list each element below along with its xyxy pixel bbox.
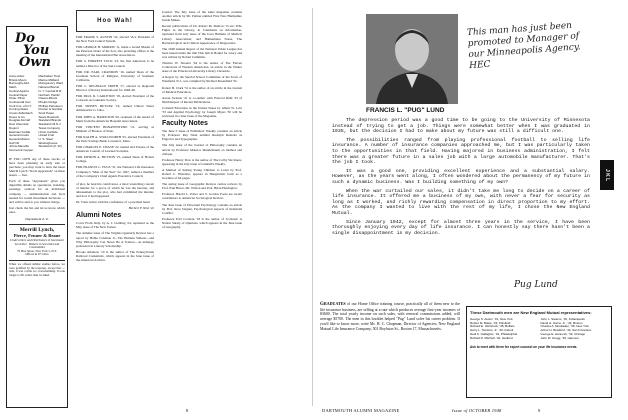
col3-f4: A Method of Setting Young Children to Learn by Prof. Robert C. Hazelton, appears in Hanganistic form as a brochure of 64 pages. bbox=[162, 167, 242, 181]
hoo-wah-item: FOR MYRON A. BUTTON '25, named Dean of Hobart College. bbox=[76, 155, 154, 164]
hoo-wah-item: FOR C. REGINALD SMITH '17, elected as Regional Director of Rotary International for 1948-49. bbox=[76, 83, 154, 93]
col3-f2: The July issue of the Journal of Philosophy contains an article by Professor Maurice Mandelbaum on method and critique. bbox=[162, 143, 242, 156]
representative-item: Richard E. Hitchcock, '38, Buffalo bbox=[470, 324, 515, 329]
stock-list-item: National Biscuit bbox=[38, 85, 60, 90]
stock-list-item: Standard Brands bbox=[38, 118, 62, 123]
stock-list-item: U. S. Steel bbox=[38, 136, 53, 141]
stock-list-item: Gulf Oil bbox=[9, 140, 20, 145]
col2-p1: of plot, he bent his contrivance, a most wrenching conceit of murder for a grove of which he was the heroine, and dénouement to the plot, who had committed the murder, and how it had happened. bbox=[76, 181, 154, 198]
handwritten-note: This man has just been promoted to Manager of our Minneapolis Agency. HEC bbox=[466, 20, 581, 72]
review-signature: Herbert F. West '22 bbox=[128, 206, 154, 211]
stock-list-item: Central Aguirre bbox=[9, 88, 30, 93]
ad-headline-line2: You bbox=[23, 43, 50, 58]
col3-f1: The June 5 issue of Publishers' Weekly contains an article by Professor Ray Nash entitled Rudolph Ruzicka as Engraver and Typographer. bbox=[162, 129, 242, 142]
representative-item: David H. Horne, Jr., '34, Boston bbox=[540, 320, 583, 325]
ad-headline-line1: Do bbox=[15, 31, 35, 46]
stock-list-item: Kennecott Copper bbox=[9, 148, 34, 153]
hoo-wah-item: FOR DR. EARL CRANDON '16, named Dean of the Graduate School of Religion, University of Southern California. bbox=[76, 69, 154, 82]
hoo-wah-banner bbox=[76, 10, 154, 32]
testimonial-letter bbox=[332, 118, 590, 239]
stock-list-item: Marine Midland bbox=[38, 77, 60, 82]
representative-item: John L. Stearns, '32, Indianapolis bbox=[540, 317, 585, 321]
handwritten-signature: Pug Lund bbox=[514, 280, 558, 290]
representative-item: Harry L. Tomkins, Jr., '40, Detroit bbox=[470, 328, 514, 333]
graduates-paragraph bbox=[320, 302, 460, 331]
faculty-notes-heading: Faculty Notes bbox=[162, 120, 208, 128]
representatives-right bbox=[541, 318, 609, 340]
ad-footnote: When we offered similar studies before, we were gratified by the response, except that — well, it was a little too overwhelming. It took longer to fill orders than we liked. bbox=[9, 261, 65, 277]
stock-list-item: Chas. Pfizer bbox=[9, 96, 26, 101]
right-page-number: 9 bbox=[538, 408, 541, 413]
col3-f8: Professor Earl Cochran '18 is the author of Scotland: A Nation Surely of Opinions, which appears in the June issue of Geography. bbox=[162, 216, 242, 230]
stock-list-item: Burroughs Add. Mach. bbox=[9, 81, 30, 90]
stock-list-item: Sears Roebuck bbox=[38, 114, 60, 119]
firm-offices: Offices in 97 Cities bbox=[25, 252, 49, 257]
representative-item: Richard P. Mitchell, '42, Hartford bbox=[470, 335, 513, 340]
hoo-wah-item: FOR VINCENT BONAVENTURE '21, serving as Minister of Finance of State. bbox=[76, 124, 154, 133]
stock-list-left bbox=[9, 75, 36, 153]
stock-list-item: Scott Paper bbox=[38, 111, 55, 116]
stock-list-item: Union Carbide bbox=[38, 129, 58, 134]
stock-list-item: N. Y. Central R.R. bbox=[38, 88, 63, 93]
hoo-wah-item: FOR FRANK S. AUSTIN '24, elected Vice President of the New York Central System. bbox=[76, 35, 154, 44]
hoo-wah-item: FOR PAUL R. CARLETON '18, elected President of the Colorado Accountants Society. bbox=[76, 94, 154, 103]
col3-p5: A Report by the Special School Committee of the Town of Westfield, N.J., was compiled by Richard Rosenfield '32. bbox=[162, 75, 242, 84]
letter-paragraph: The depression period was a good time to be going to the University of Minnesota instead of trying to get a job. Things were somewhat better when I was graduated in 1935, but the decision I had to make about my future was still a difficult one. bbox=[332, 118, 590, 135]
stock-list-item: Anne-Arbor bbox=[9, 74, 25, 78]
stock-list-item: General Foods bbox=[9, 133, 29, 138]
stock-list-item: Texas Company bbox=[38, 125, 61, 130]
firm-name2: Pierce, Fenner & Beane bbox=[13, 232, 61, 238]
ad-dept: Department Z-11 bbox=[25, 216, 49, 221]
stock-list-item: Owens-Illinois bbox=[38, 96, 58, 101]
alumni-notes-heading: Alumni Notes bbox=[76, 212, 122, 220]
stock-list-item: General Motors bbox=[9, 136, 30, 141]
gutter-divider bbox=[312, 8, 313, 406]
column-3 bbox=[162, 10, 242, 406]
col3-f6: Professor Harold L. Potter and S. Gordon Poole are recent contributors to American Sociological Review. bbox=[162, 192, 242, 201]
left-page-number: 8 bbox=[186, 408, 189, 413]
stock-list-item: Deere & Co. bbox=[9, 114, 26, 119]
representatives-note: Ask to meet with them for expert counsel on your life insurance needs. bbox=[470, 345, 578, 350]
col3-f5: The spring issue of Geographic Review carries reviews by Prof. Paul Bruce, Mr. Wilson and Prof. Brian Harrington. bbox=[162, 182, 242, 191]
representative-item: John M. Gregg, '39, Hanover bbox=[540, 335, 579, 340]
hoo-wah-item: FOR FRANCIS L. PUGS '31, the National Life Insurance Company's "Man of the Year" for 1947, named a member of the Company's Chief Agents Executive Council. bbox=[76, 165, 154, 178]
stock-list-item: Montgomery Ward bbox=[38, 81, 64, 86]
col3-p2: Recent publications of Dr. Robert M. Shelton '15 are: Who Fights in the Library, in Comments on Information, reprinted from July issue of the Iowa Bulletin of Medical Library Association; and Hahnemann Notes, The Bacteriological and Clinical Appearance of Diagnostics. bbox=[162, 24, 242, 45]
representatives-left bbox=[470, 318, 538, 340]
representative-item: Arthur H. Bradford, '49, San Francisco bbox=[540, 328, 592, 333]
issue-date: Issue of OCTOBER 1948 bbox=[452, 408, 502, 413]
representatives-box bbox=[466, 306, 612, 398]
col2-n1: Cover From Only, by A. J. Liebling '24, reprinted as the May issue of The New Yorker. bbox=[76, 221, 154, 230]
representative-item: Neal K. Gallagher, '34, Philadelphia bbox=[470, 331, 518, 336]
hoo-wah-item: FOR CHARLES E. CHASE '22, named 2nd Trustee of the American Council of Learned Societies. bbox=[76, 145, 154, 154]
representative-item: George E. Hannock, '33, Chicago bbox=[540, 331, 586, 336]
letter-paragraph: Since January 1942, except for almost three years in the service, I have been thoroughly enjoying every day of life insurance. I can honestly say there hasn't been a single disappointment in my decision. bbox=[332, 219, 590, 236]
letter-paragraph: It was a good one, providing excellent experience and a substantial salary. However, as the years went along, I often wondered about the permanency of my future in such a dynamic business. Was I building something of my own? bbox=[332, 168, 590, 185]
ad-headline-line3: Own bbox=[19, 55, 51, 70]
stock-list-item: Crown Zellerbach bbox=[9, 111, 33, 116]
stock-list bbox=[9, 75, 65, 153]
representatives-list bbox=[470, 318, 608, 340]
stocks-ad bbox=[6, 26, 68, 408]
representative-item: George S. Austin, '01, New York bbox=[470, 317, 513, 321]
hoo-wah-item: FOR SIDNEY BUTLER '19, named United States Ambassador to Cuba. bbox=[76, 104, 154, 113]
stock-list-item: Dow Chemical bbox=[9, 122, 29, 127]
stock-list-item: Bristol-Myers bbox=[9, 77, 27, 82]
firm-sub: Underwriters and Distributors of Investment Securities · Brokers in Securities and Commodities bbox=[10, 237, 64, 250]
firm-address: 70 Pine Street, New York 5, N.Y. bbox=[17, 248, 57, 253]
stock-list-item: Phillips Petroleum bbox=[38, 103, 63, 108]
hoo-wah-item: FOR JOHN A. HAMILTON '20, recipient of the Award of Merit from the American Hospital Association. bbox=[76, 114, 154, 123]
col3-p6: Robert B. Clark '31 is the author of an article in the Journal of Medical Education. bbox=[162, 85, 242, 94]
stock-list-item: Standard Oil N.J. bbox=[38, 122, 62, 127]
col3-f7: The June issue of Personnel Psychology contains an article by Prof. Ross Stagner, Psychological Aspects of Industrial Conflict. bbox=[162, 202, 242, 215]
stock-list-item: Northern Pacific bbox=[38, 92, 60, 97]
stock-list-item: Continental Can bbox=[9, 99, 31, 104]
hoo-wah-item: FOR RALPH A. STOLLWORTH '25, elected President of the Paris Savings Bank, Lawrence, Mass. bbox=[76, 134, 154, 143]
column-2 bbox=[76, 10, 154, 406]
representatives-title: These Dartmouth men are New England Mutual representatives: bbox=[470, 310, 592, 315]
col3-p8: Colonial Education in the United States by Albert W. Levi '33 and Applied Psychology by Joseph Myers '30 will be reviewed in a later issue of the Magazine. bbox=[162, 105, 242, 119]
col2-p2: Dr. Trent writes with the confidence of a practised hand. bbox=[76, 200, 151, 205]
stock-list-item: Phelps Dodge bbox=[38, 99, 58, 104]
letter-paragraph: When the war curtailed our sales, it didn't take me long to decide on a career of life insurance. It offered me a business of my own, with never a fear for security as long as I worked, and richly rewarding compensation in direct proportion to my effort. As the company I wanted to live with the rest of my life, I chose the New England Mutual. bbox=[332, 188, 590, 216]
col3-p3: The 1948 Annual Report of the National Urban League has been issued under the title This Ism Is Bound for Glory and was written by Robert Cummins. bbox=[162, 46, 242, 59]
stock-list-item: Procter & Gamble bbox=[38, 107, 63, 112]
col3-f3: Professor Henry Dow is the author of The Colby We Knew, appearing in the July issue of Grinnell's Weekly. bbox=[162, 157, 242, 166]
representative-item: Charles A. Muskaden, '28, New York bbox=[540, 324, 589, 329]
col3-p1: Journal. The July issue of the same magazine contains another article by Mr. Palmer entitled First New Hampshire Guide Makes. bbox=[162, 10, 242, 23]
portrait-image bbox=[366, 14, 458, 104]
col3-p4: Thomas W. Streeter '04 is the author of The Eleven Collections of Western Americana, an article in the Winter issue of the Princeton University Library Chronicle. bbox=[162, 61, 242, 74]
stock-list-item: Woolworth (F. W.) bbox=[38, 144, 63, 149]
col2-n3: Brooks Atkinson '19 is the author of The Pennsylvania Railroad Credentials, which appears in the June issue of the American Archive. bbox=[76, 249, 154, 263]
col2-n2: The summer issue of The Virginia Quarterly Review has a report by Hallie Coleman Jr., The Herman Simons—and Why Philosophy Can Never Be A Science—an unhappy profession in Literary Scholarship. bbox=[76, 231, 154, 248]
portrait-photo bbox=[366, 14, 458, 104]
graduates-lead: Graduates bbox=[320, 302, 346, 307]
ad-body: IF YOU OWN any of these stocks, or have been planning an early sale or purchase, you may want to have the latest Merrill Lynch "Stock Appraisals" on these issues — free. bbox=[9, 156, 65, 178]
stock-list-right bbox=[39, 75, 66, 153]
salesman-name: FRANCIS L. "PUG" LUND bbox=[366, 107, 445, 114]
stock-list-item: Douglas Aircraft bbox=[9, 118, 31, 123]
ad-body2: Each of these "Appraisals" gives you digestible details on operations, standing, earnings, outlook for an individual company — summarization and facts needed for sound investment decisions — and will be sent to you without charge. bbox=[9, 179, 65, 204]
ad-body3: Just check the list and let us know which ones. bbox=[9, 205, 65, 214]
representative-item: Robert M. Bates, '33, Pittsfield bbox=[470, 320, 511, 325]
stock-list-item: Corning Glass bbox=[9, 107, 29, 112]
hoo-wah-heading: Hoo Wah! bbox=[97, 18, 133, 24]
hoo-wah-list bbox=[76, 35, 154, 178]
hoo-wah-item: FOR GEORGE H. MORRIS '11, made a Grand Master of the Peterson Order of the Son; also presiding officer at the meeting of the International Bar Association. bbox=[76, 45, 154, 58]
stock-list-item: Westinghouse bbox=[38, 140, 58, 145]
stock-list-item: Manhattan Trust bbox=[38, 74, 61, 78]
ad-headline bbox=[15, 33, 65, 69]
hoo-wah-item: FOR S. FORREST TUCK '23, the first American to be named a Director of the Sun Council. bbox=[76, 59, 154, 68]
stock-list-item: Dupont bbox=[9, 125, 19, 130]
stock-list-item: Central Paper bbox=[9, 92, 28, 97]
stock-list-item: Cont'l Ins. of N.Y. bbox=[9, 103, 32, 108]
letter-paragraph: The possibilities ranged from playing professional football to selling life insurance. A number of insurance companies approached me, but I was particularly taken to the opportunities in that field. Having majored in business administration, I felt there was a greater future in a sales job with a large automobile manufacturer. That's the job I took. bbox=[332, 137, 590, 166]
col3-p7: Aaron Jackson '21 is co-author with Edward Ruhl '33 of Ninth Report of Recent Publications. bbox=[162, 95, 242, 104]
stock-list-item: United Fruit bbox=[38, 133, 55, 138]
insurance-ad bbox=[318, 10, 614, 406]
stock-list-item: Eastman Kodak bbox=[9, 129, 31, 134]
tab-marker: J K L bbox=[600, 160, 614, 190]
stock-list-item: Johns-Manville bbox=[9, 144, 30, 149]
magazine-title: DARTMOUTH ALUMNI MAGAZINE bbox=[322, 408, 400, 413]
firm-name1: Merrill Lynch, bbox=[19, 226, 55, 233]
graduates-body: of our Home Office training course, practically all of them new to the life insurance business, are selling at a rate which produces average first-year incomes of $3600. The total yearly income on such sales, with renewal commissions added, will average $5700. The men in this booklet helped "Pug" Lund solve his career problem. If you'd like to know more, write Mr. H. C. Chapman, Director of Agencies, New England Mutual Life Insurance Company, 501 Boylston St., Boston 17, Massachusetts. bbox=[320, 302, 460, 331]
